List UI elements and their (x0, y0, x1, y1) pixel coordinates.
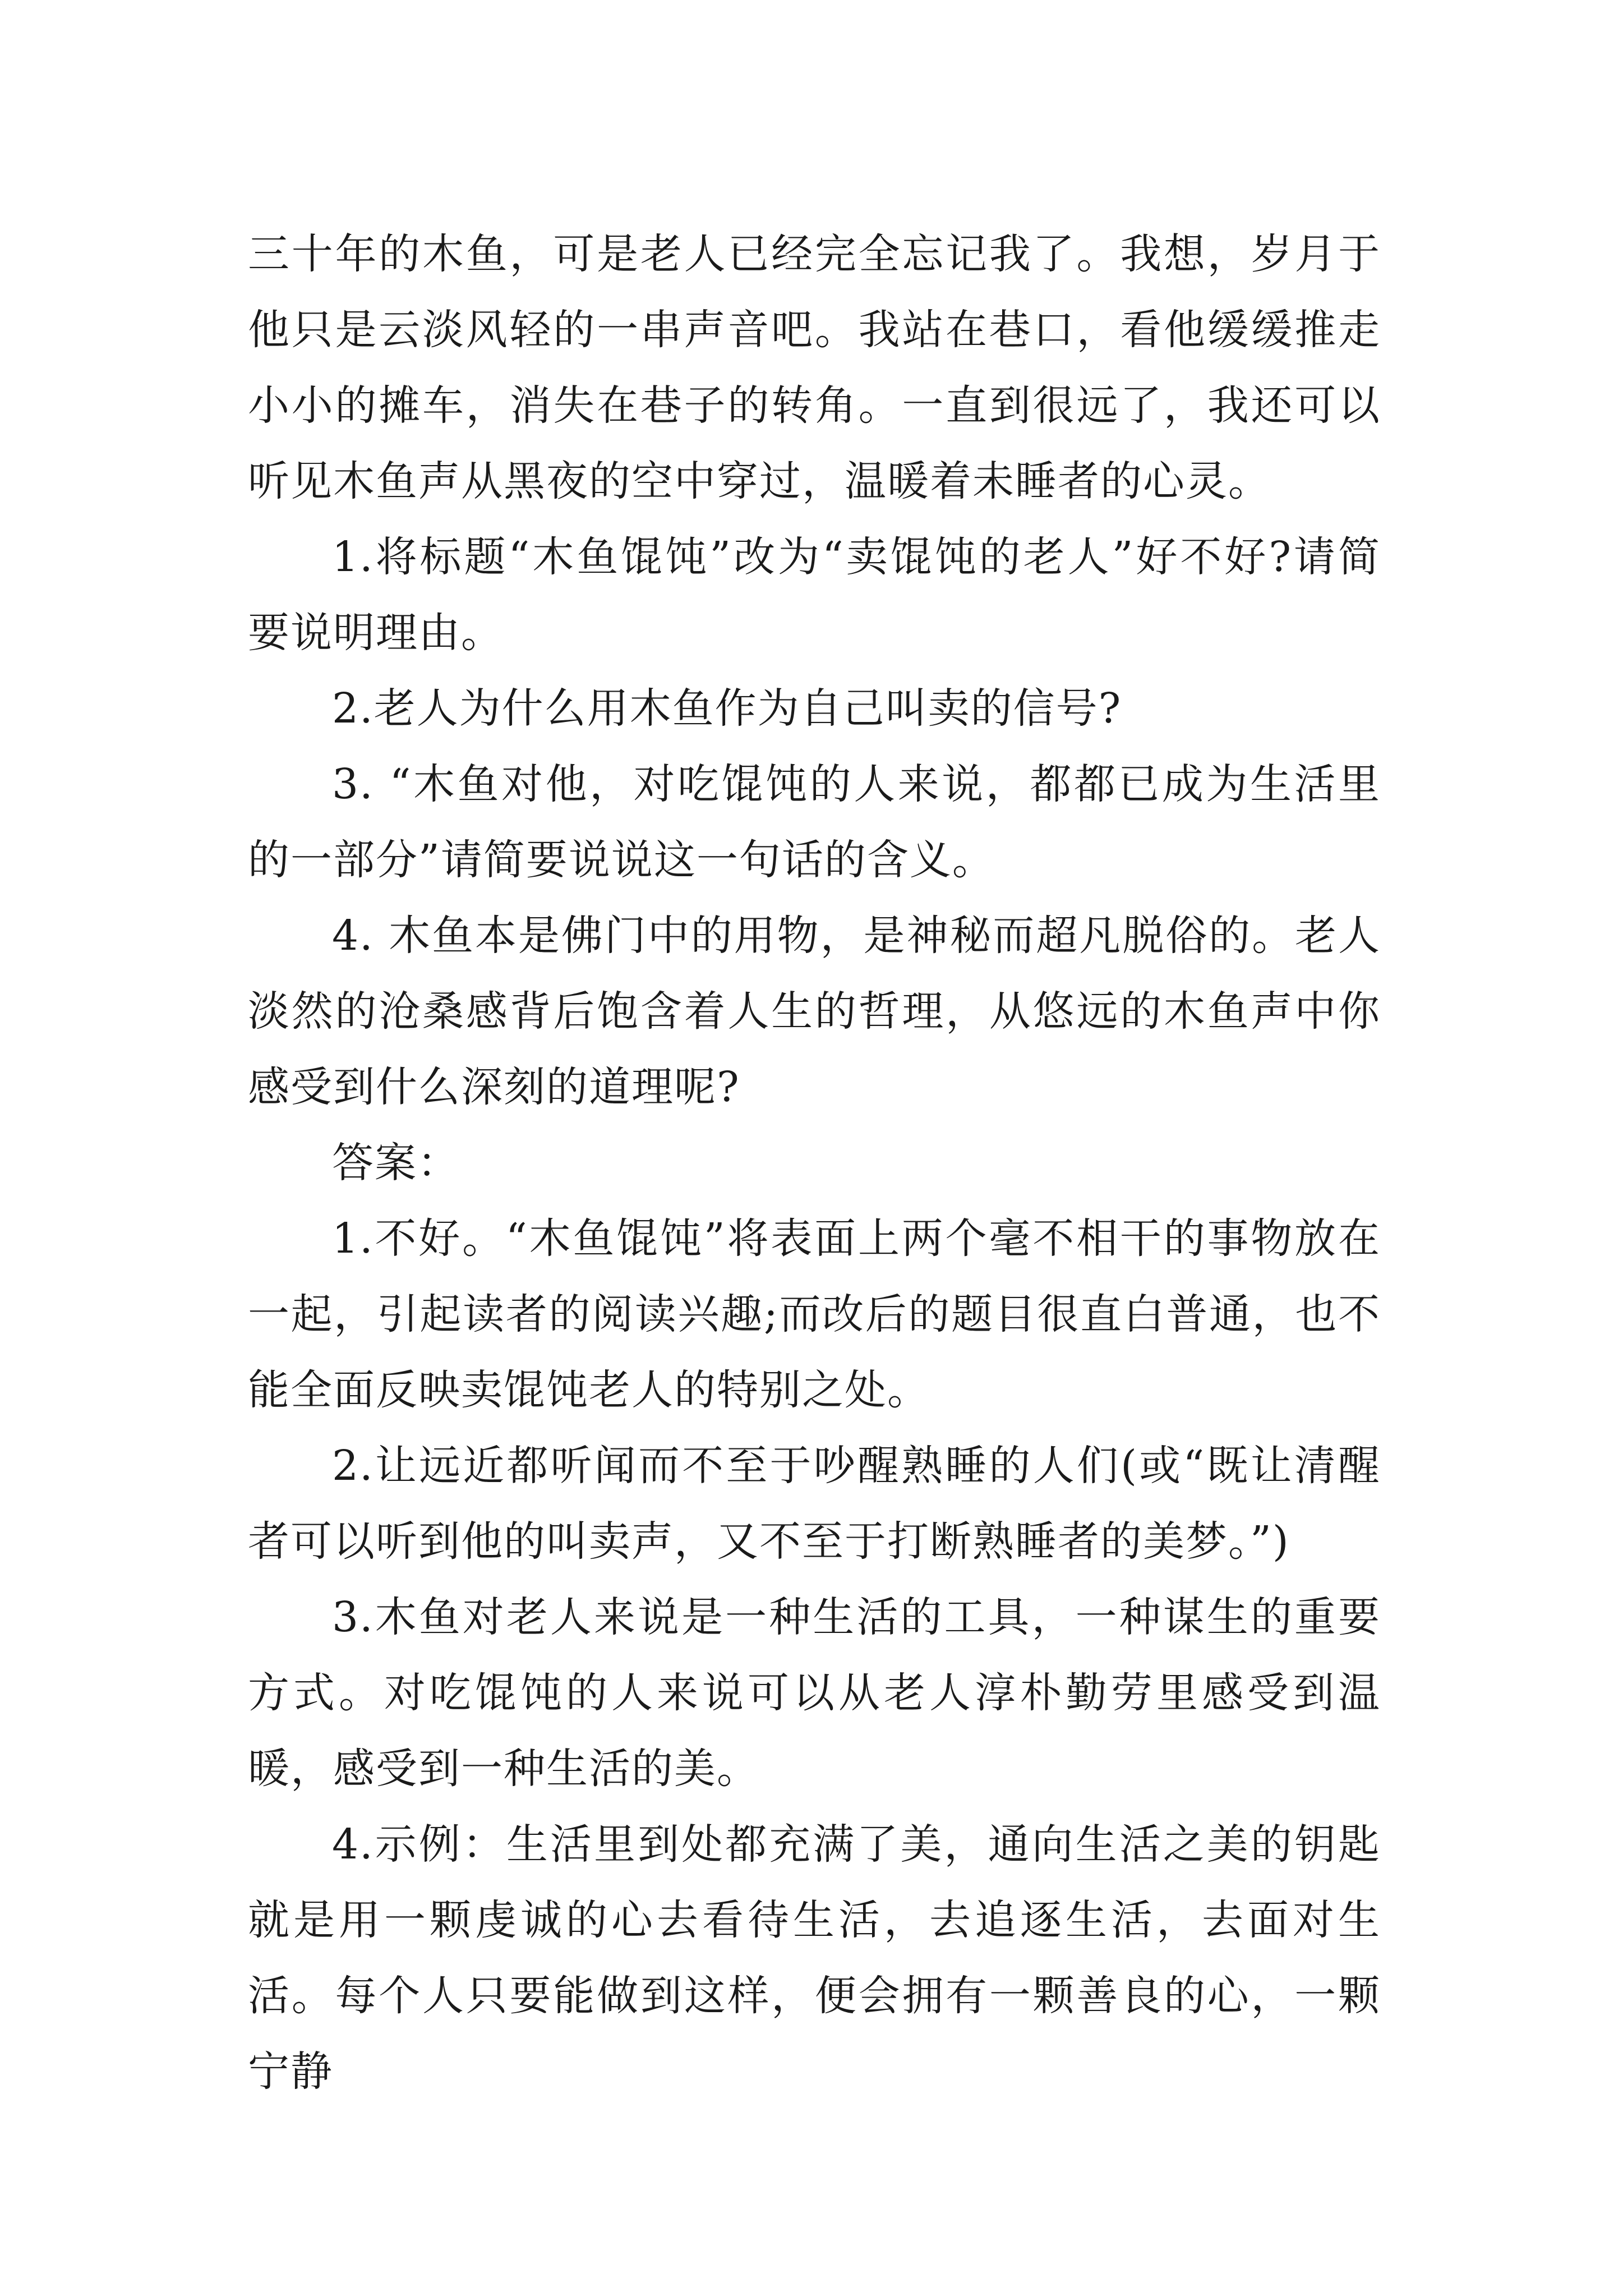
question-1: 1.将标题“木鱼馄饨”改为“卖馄饨的老人”好不好?请简要说明理由。 (248, 533, 1381, 657)
paragraph-passage-ending: 三十年的木鱼，可是老人已经完全忘记我了。我想，岁月于他只是云淡风轻的一串声音吧。我站在巷口，看他缓缓推走小小的摊车，消失在巷子的转角。一直到很远了，我还可以听见木鱼声从黑夜的空中穿过，温暖着未睡者的心灵。 (248, 230, 1381, 505)
question-2: 2.老人为什么用木鱼作为自己叫卖的信号? (332, 684, 1122, 733)
answer-2: 2.让远近都听闻而不至于吵醒熟睡的人们(或“既让清醒者可以听到他的叫卖声，又不至于打断熟睡者的美梦。”) (248, 1442, 1381, 1566)
question-3: 3. “木鱼对他，对吃馄饨的人来说，都都已成为生活里的一部分”请简要说说这一句话的含义。 (248, 760, 1381, 884)
answer-4: 4.示例：生活里到处都充满了美，通向生活之美的钥匙就是用一颗虔诚的心去看待生活，去追逐生活，去面对生活。每个人只要能做到这样，便会拥有一颗善良的心，一颗宁静 (248, 1820, 1381, 2096)
answer-3: 3.木鱼对老人来说是一种生活的工具，一种谋生的重要方式。对吃馄饨的人来说可以从老人淳朴勤劳里感受到温暖，感受到一种生活的美。 (248, 1593, 1381, 1793)
document-body (248, 217, 1381, 2110)
question-4: 4. 木鱼本是佛门中的用物，是神秘而超凡脱俗的。老人淡然的沧桑感背后饱含着人生的哲理，从悠远的木鱼声中你感受到什么深刻的道理呢? (248, 912, 1381, 1111)
answer-1: 1.不好。“木鱼馄饨”将表面上两个毫不相干的事物放在一起，引起读者的阅读兴趣;而改后的题目很直白普通，也不能全面反映卖馄饨老人的特别之处。 (248, 1214, 1381, 1414)
answer-heading: 答案： (332, 1139, 460, 1187)
